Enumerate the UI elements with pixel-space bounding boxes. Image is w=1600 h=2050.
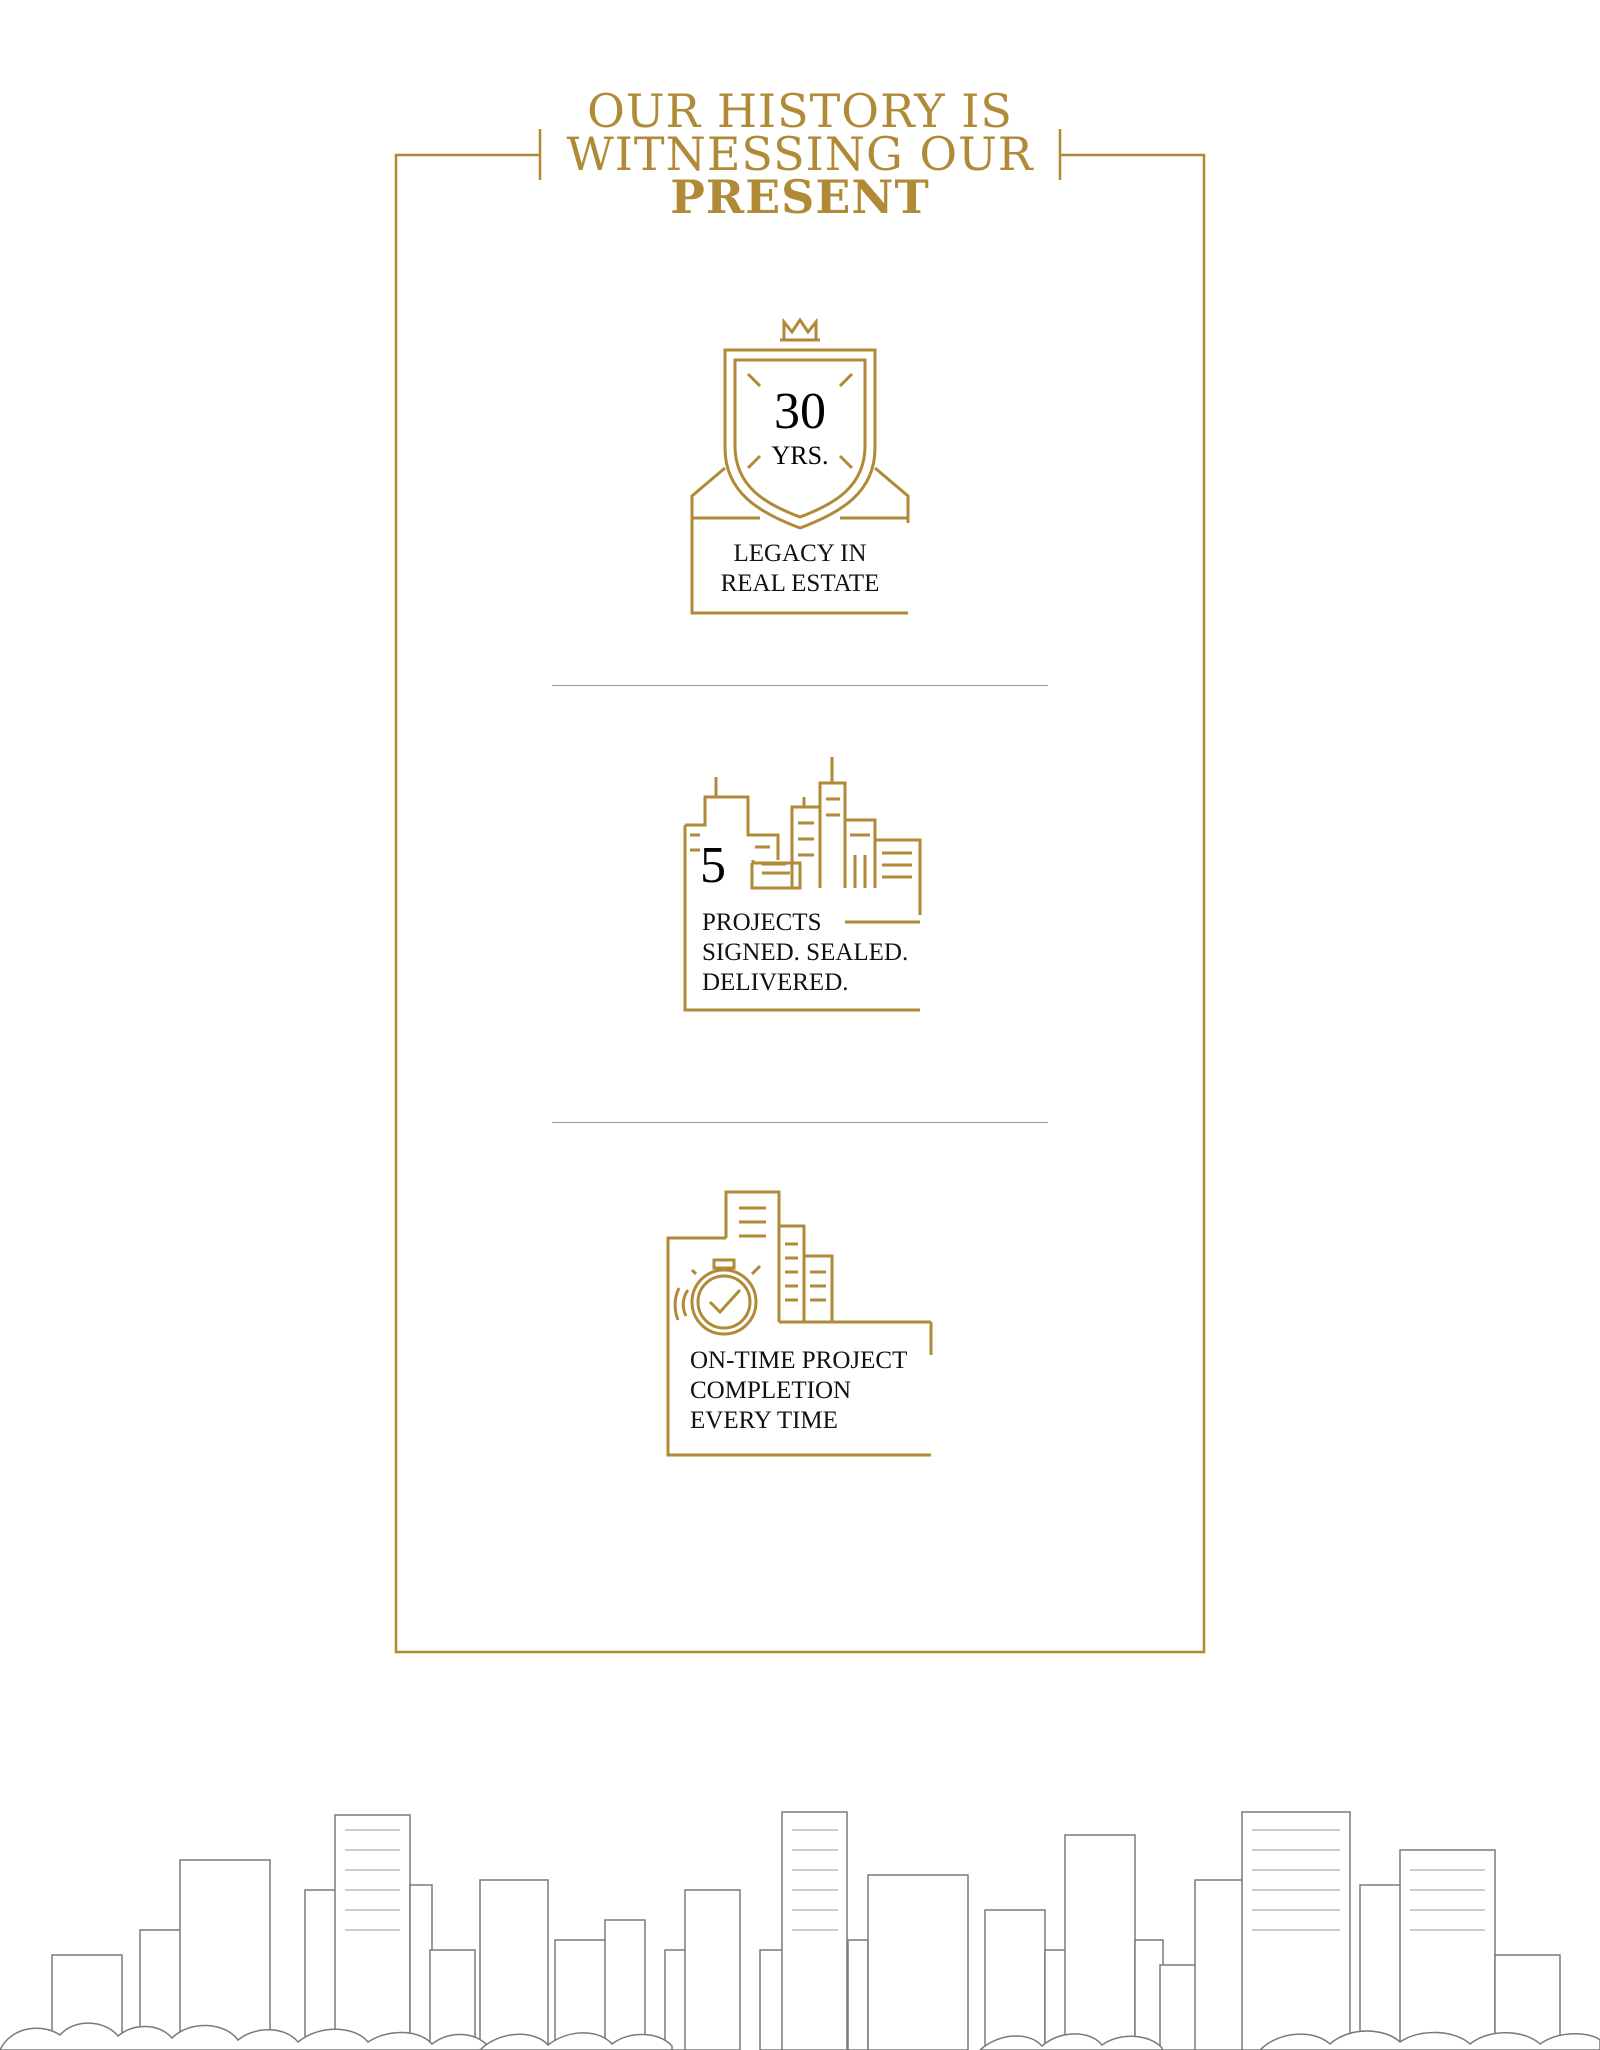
stat-caption-projects: [702, 908, 908, 998]
title-line-3: PRESENT: [670, 170, 930, 224]
page-title: [560, 84, 1040, 224]
stat-unit-years: YRS.: [771, 441, 829, 470]
title-line-2: WITNESSING OUR: [566, 127, 1034, 181]
section-divider: [552, 1122, 1048, 1123]
caption-line: SIGNED. SEALED.: [702, 939, 909, 966]
city-skyline-illustration: [0, 1790, 1600, 2050]
section-divider: [552, 685, 1048, 686]
stat-value-years: 30: [774, 383, 826, 440]
stat-caption-ontime: [690, 1346, 907, 1436]
stat-value-projects: 5: [700, 837, 726, 894]
caption-line: REAL ESTATE: [720, 570, 880, 597]
title-line-1: OUR HISTORY IS: [587, 84, 1013, 138]
stat-caption-legacy: [700, 539, 900, 599]
caption-line: DELIVERED.: [702, 969, 849, 996]
caption-line: ON-TIME PROJECT: [690, 1347, 908, 1374]
caption-line: EVERY TIME: [690, 1407, 838, 1434]
caption-line: COMPLETION: [690, 1377, 852, 1404]
caption-line: LEGACY IN: [733, 540, 867, 567]
caption-line: PROJECTS: [702, 909, 822, 936]
